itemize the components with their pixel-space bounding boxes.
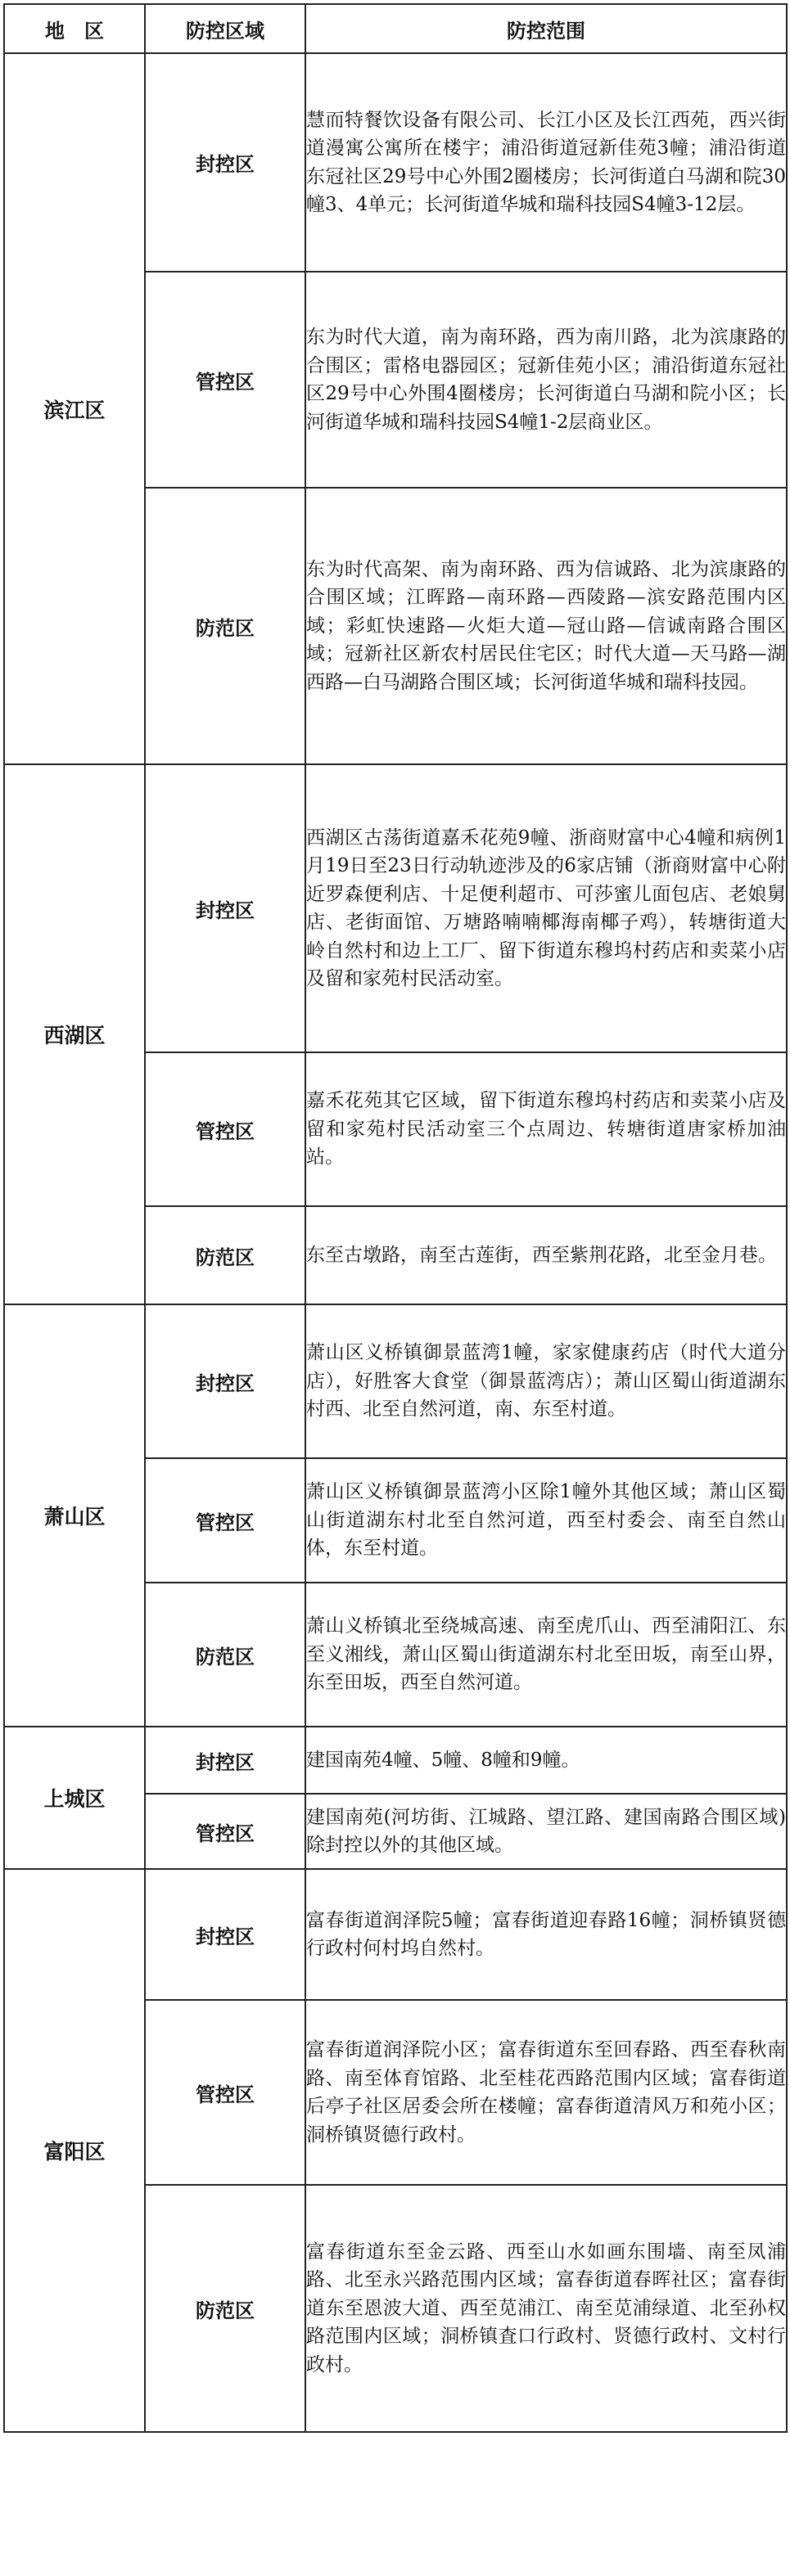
zone-cell: 封控区 <box>145 1727 305 1794</box>
scope-cell: 萧山区义桥镇御景蓝湾小区除1幢外其他区域；萧山区蜀山街道湖东村北至自然河道，西至村委会、南至自然山体，东至村道。 <box>305 1458 787 1583</box>
prevention-zone-table <box>3 3 788 2433</box>
zone-cell: 封控区 <box>145 764 305 1052</box>
region-cell: 滨江区 <box>4 53 145 764</box>
zone-cell: 管控区 <box>145 2000 305 2185</box>
scope-cell: 东为时代大道，南为南环路，西为南川路，北为滨康路的合围区；雷格电器园区；冠新佳苑小区；浦沿街道东冠社区29号中心外围4圈楼房；长河街道白马湖和院小区；长河街道华城和瑞科技园S4幢1-2层商业区。 <box>305 272 787 488</box>
header-scope: 防控范围 <box>305 4 787 53</box>
zone-cell: 防范区 <box>145 1206 305 1304</box>
table-row <box>4 764 787 1052</box>
zone-cell: 封控区 <box>145 1304 305 1458</box>
zone-cell: 防范区 <box>145 2185 305 2432</box>
scope-cell: 嘉禾花苑其它区域，留下街道东穆坞村药店和卖菜小店及留和家苑村民活动室三个点周边、转塘街道唐家桥加油站。 <box>305 1052 787 1206</box>
zone-cell: 防范区 <box>145 1583 305 1727</box>
region-cell: 富阳区 <box>4 1869 145 2432</box>
scope-cell: 建国南苑4幢、5幢、8幢和9幢。 <box>305 1727 787 1794</box>
region-cell: 萧山区 <box>4 1304 145 1727</box>
zone-cell: 管控区 <box>145 1794 305 1869</box>
scope-cell: 西湖区古荡街道嘉禾花苑9幢、浙商财富中心4幢和病例1月19日至23日行动轨迹涉及的6家店铺（浙商财富中心附近罗森便利店、十足便利超市、可莎蜜儿面包店、老娘舅店、老街面馆、万塘路喃喃椰海南椰子鸡），转塘街道大岭自然村和边上工厂、留下街道东穆坞村药店和卖菜小店及留和家苑村民活动室。 <box>305 764 787 1052</box>
scope-cell: 萧山区义桥镇御景蓝湾1幢，家家健康药店（时代大道分店），好胜客大食堂（御景蓝湾店）；萧山区蜀山街道湖东村西、北至自然河道，南、东至村道。 <box>305 1304 787 1458</box>
zone-cell: 防范区 <box>145 488 305 764</box>
scope-cell: 萧山义桥镇北至绕城高速、南至虎爪山、西至浦阳江、东至义湘线，萧山区蜀山街道湖东村北至田坂，南至山界，东至田坂，西至自然河道。 <box>305 1583 787 1727</box>
zone-cell: 管控区 <box>145 1052 305 1206</box>
scope-cell: 建国南苑(河坊街、江城路、望江路、建国南路合围区域)除封控以外的其他区域。 <box>305 1794 787 1869</box>
region-cell: 上城区 <box>4 1727 145 1869</box>
header-zone: 防控区域 <box>145 4 305 53</box>
scope-cell: 东为时代高架、南为南环路、西为信诚路、北为滨康路的合围区域；江晖路—南环路—西陵路—滨安路范围内区域；彩虹快速路—火炬大道—冠山路—信诚南路合围区域；冠新社区新农村居民住宅区；时代大道—天马路—湖西路—白马湖路合围区域；长河街道华城和瑞科技园。 <box>305 488 787 764</box>
scope-cell: 慧而特餐饮设备有限公司、长江小区及长江西苑，西兴街道漫寓公寓所在楼宇；浦沿街道冠新佳苑3幢；浦沿街道东冠社区29号中心外围2圈楼房；长河街道白马湖和院30幢3、4单元；长河街道华城和瑞科技园S4幢3-12层。 <box>305 53 787 272</box>
zone-cell: 封控区 <box>145 53 305 272</box>
zone-cell: 封控区 <box>145 1869 305 2000</box>
table-row <box>4 53 787 272</box>
header-row <box>4 4 787 53</box>
zone-cell: 管控区 <box>145 1458 305 1583</box>
region-cell: 西湖区 <box>4 764 145 1304</box>
scope-cell: 东至古墩路，南至古莲街，西至紫荆花路，北至金月巷。 <box>305 1206 787 1304</box>
table-row <box>4 1869 787 2000</box>
scope-cell: 富春街道润泽院小区；富春街道东至回春路、西至春秋南路、南至体育馆路、北至桂花西路范围内区域；富春街道后亭子社区居委会所在楼幢；富春街道清风万和苑小区；洞桥镇贤德行政村。 <box>305 2000 787 2185</box>
table-row <box>4 1727 787 1794</box>
scope-cell: 富春街道东至金云路、西至山水如画东围墙、南至凤浦路、北至永兴路范围内区域；富春街道春晖社区；富春街道东至恩波大道、西至苋浦江、南至苋浦绿道、北至孙权路范围内区域；洞桥镇査口行政村、贤德行政村、文村行政村。 <box>305 2185 787 2432</box>
header-region: 地 区 <box>4 4 145 53</box>
scope-cell: 富春街道润泽院5幢；富春街道迎春路16幢；洞桥镇贤德行政村何村坞自然村。 <box>305 1869 787 2000</box>
table-row <box>4 1304 787 1458</box>
zone-cell: 管控区 <box>145 272 305 488</box>
